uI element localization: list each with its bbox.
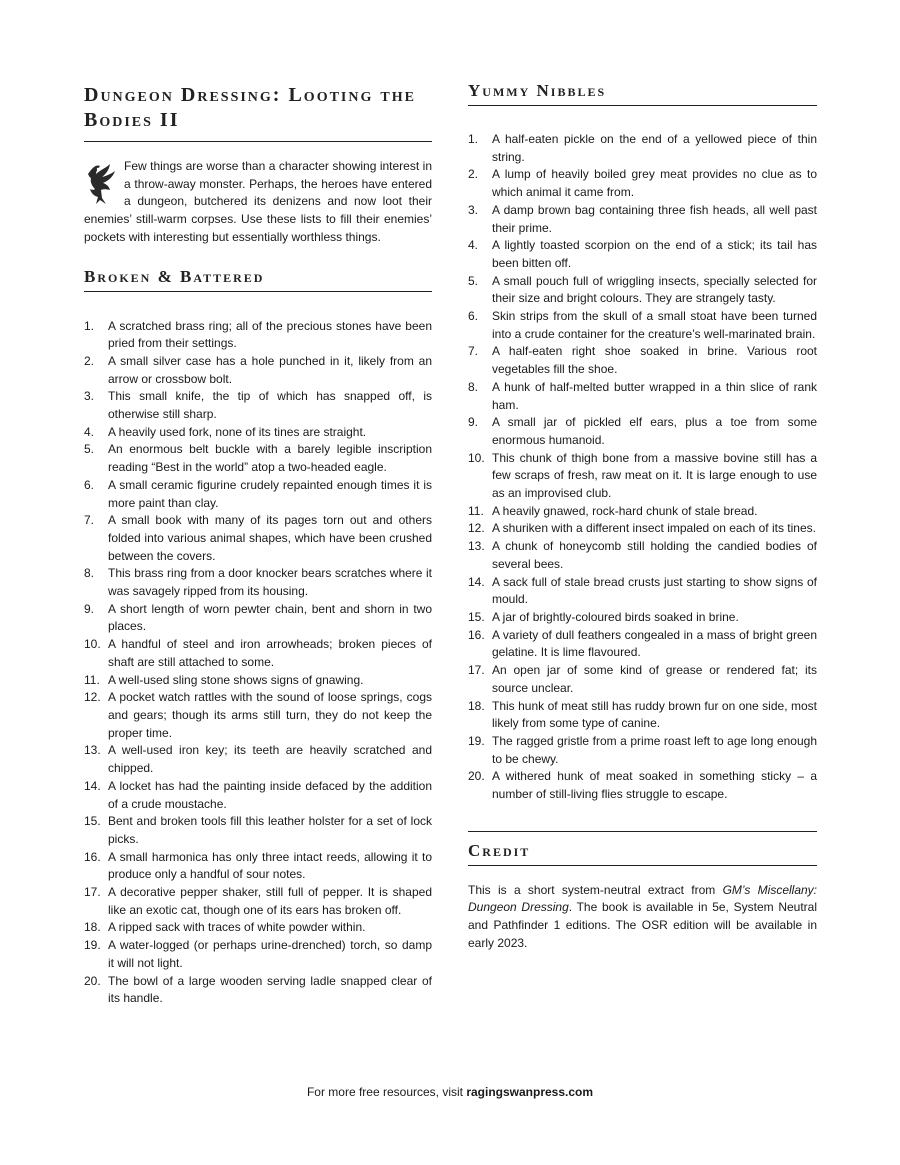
- list-item: [468, 698, 817, 733]
- list-item: [84, 512, 432, 565]
- item-number: 4.: [84, 424, 95, 439]
- list-item: [84, 884, 432, 919]
- item-text: A small silver case has a hole punched in it, likely from an arrow or crossbow bolt.: [108, 353, 432, 386]
- item-number: 18.: [84, 920, 101, 935]
- footer-text: For more free resources, visit: [306, 1085, 467, 1099]
- item-text: This brass ring from a door knocker bears scratches where it was savagely ripped from its housing.: [108, 566, 432, 599]
- section-divider: [84, 291, 432, 292]
- list-item: [84, 601, 432, 636]
- credit-text-after: . The book is available in 5e, System Neutral and Pathfinder 1 editions. The OSR edition will be available in early 2023.: [468, 900, 818, 950]
- right-column: [468, 80, 817, 953]
- list-item: [468, 273, 817, 308]
- item-text: A well-used sling stone shows signs of gnawing.: [108, 672, 364, 687]
- footer-link[interactable]: ragingswanpress.com: [466, 1085, 594, 1099]
- list-item: [84, 689, 432, 742]
- item-number: 14.: [468, 574, 485, 589]
- list-item: [468, 733, 817, 768]
- list-item: [468, 131, 817, 166]
- list-item: [84, 937, 432, 972]
- item-number: 7.: [468, 344, 479, 359]
- item-text: A locket has had the painting inside defaced by the addition of a crude moustache.: [108, 778, 432, 811]
- item-number: 20.: [84, 973, 101, 988]
- list-item: [468, 609, 817, 627]
- credit-top-divider: [468, 831, 817, 832]
- item-text: A half-eaten right shoe soaked in brine. Various root vegetables fill the shoe.: [492, 344, 817, 377]
- credit-book-title: GM’s Miscellany: Dungeon Dressing: [468, 882, 817, 915]
- item-text: A hunk of half-melted butter wrapped in a thin slice of rank ham.: [492, 379, 817, 412]
- item-text: The ragged gristle from a prime roast left to age long enough to be chewy.: [492, 733, 817, 766]
- item-number: 5.: [468, 273, 479, 288]
- list-item: [84, 477, 432, 512]
- list-item: [84, 388, 432, 423]
- item-number: 1.: [84, 318, 95, 333]
- list-item: [468, 503, 817, 521]
- item-text: This small knife, the tip of which has snapped off, is otherwise still sharp.: [108, 389, 432, 422]
- credit-text-before: This is a short system-neutral extract from: [468, 882, 723, 897]
- item-text: A half-eaten pickle on the end of a yellowed piece of thin string.: [492, 132, 817, 164]
- item-number: 16.: [84, 849, 101, 864]
- broken-battered-list: [84, 318, 432, 1008]
- intro-text: Few things are worse than a character showing interest in a throw-away monster. Perhaps, the heroes have entered a dungeon, butchered its denizens and now loot their enemies’ still-warm corpses. Use these lists to fill their enemies’ pockets with interesting but essentially worthless things.: [84, 159, 432, 244]
- item-number: 10.: [468, 450, 485, 465]
- item-text: A short length of worn pewter chain, bent and shorn in two places.: [108, 601, 432, 634]
- section-title-yummy-nibbles: Yummy Nibbles: [468, 81, 607, 100]
- bird-logo-icon: [84, 160, 118, 208]
- item-number: 12.: [468, 521, 485, 536]
- section-divider: [468, 865, 817, 866]
- item-number: 6.: [468, 309, 479, 324]
- item-text: This hunk of meat still has ruddy brown fur on one side, most likely from some type of canine.: [492, 698, 817, 731]
- list-item: [468, 768, 817, 803]
- list-item: [84, 742, 432, 777]
- section-divider: [468, 105, 817, 106]
- list-item: [84, 813, 432, 848]
- item-text: An open jar of some kind of grease or rendered fat; its source unclear.: [492, 663, 817, 695]
- item-number: 6.: [84, 477, 95, 492]
- list-item: [468, 202, 817, 237]
- item-number: 9.: [84, 601, 95, 616]
- item-text: A pocket watch rattles with the sound of loose springs, cogs and gears; though its arms still turn, they do not keep the proper time.: [108, 690, 432, 740]
- title-divider: [84, 141, 432, 142]
- item-text: A scratched brass ring; all of the precious stones have been pried from their settings.: [108, 318, 432, 351]
- item-number: 4.: [468, 238, 479, 253]
- list-item: [468, 627, 817, 662]
- item-text: A well-used iron key; its teeth are heavily scratched and chipped.: [108, 743, 432, 776]
- list-item: [84, 672, 432, 690]
- list-item: [468, 237, 817, 272]
- list-item: [468, 414, 817, 449]
- item-text: A handful of steel and iron arrowheads; broken pieces of shaft are still attached to some.: [108, 637, 432, 669]
- item-text: This chunk of thigh bone from a massive bovine still has a few scraps of fresh, raw meat on it. It is large enough to use as an improvised club.: [492, 450, 817, 501]
- item-text: A water-logged (or perhaps urine-drenched) torch, so damp it will not light.: [108, 938, 432, 970]
- item-number: 2.: [468, 167, 479, 182]
- left-column: [84, 83, 432, 1008]
- item-number: 8.: [468, 379, 479, 394]
- item-number: 20.: [468, 769, 485, 784]
- item-text: A chunk of honeycomb still holding the candied bodies of several bees.: [492, 539, 817, 571]
- list-item: [468, 166, 817, 201]
- section-title-credit: Credit: [468, 840, 531, 860]
- item-number: 17.: [468, 663, 485, 678]
- item-number: 13.: [84, 743, 101, 758]
- item-text: A heavily gnawed, rock-hard chunk of stale bread.: [492, 503, 758, 518]
- item-text: A variety of dull feathers congealed in a mass of bright green gelatine. It is lime flavoured.: [492, 627, 817, 660]
- item-text: A small pouch full of wriggling insects, specially selected for their size and bright colours. They are strangely tasty.: [492, 273, 817, 306]
- list-item: [468, 379, 817, 414]
- item-number: 8.: [84, 566, 95, 581]
- section-title-broken-battered: Broken & Battered: [84, 266, 265, 286]
- item-text: A shuriken with a different insect impaled on each of its tines.: [492, 521, 816, 536]
- list-item: [84, 778, 432, 813]
- item-text: An enormous belt buckle with a barely legible inscription reading “Best in the world” atop a two-headed eagle.: [108, 442, 432, 475]
- item-text: Bent and broken tools fill this leather holster for a set of lock picks.: [108, 814, 432, 846]
- item-number: 1.: [468, 132, 479, 146]
- list-item: [84, 424, 432, 442]
- item-number: 11.: [84, 672, 100, 687]
- item-text: A small ceramic figurine crudely repainted enough times it is more paint than clay.: [108, 477, 432, 510]
- yummy-nibbles-list: [468, 131, 817, 804]
- item-text: A lump of heavily boiled grey meat provides no clue as to which animal it came from.: [492, 167, 817, 200]
- list-item: [84, 353, 432, 388]
- item-number: 15.: [468, 609, 485, 624]
- item-number: 12.: [84, 690, 101, 705]
- item-text: The bowl of a large wooden serving ladle snapped clear of its handle.: [108, 973, 432, 1006]
- item-number: 9.: [468, 415, 479, 430]
- list-item: [468, 538, 817, 573]
- item-text: Skin strips from the skull of a small stoat have been turned into a crude container for the creature’s well-marinated brain.: [492, 309, 817, 341]
- item-number: 17.: [84, 885, 101, 900]
- item-text: A jar of brightly-coloured birds soaked in brine.: [492, 609, 739, 624]
- item-number: 14.: [84, 778, 101, 793]
- list-item: [84, 565, 432, 600]
- item-number: 19.: [84, 938, 101, 953]
- credit-paragraph: [468, 882, 817, 953]
- item-text: A decorative pepper shaker, still full of pepper. It is shaped like an exotic cat, though one of its ears has broken off.: [108, 885, 432, 917]
- item-number: 10.: [84, 637, 101, 652]
- item-number: 5.: [84, 442, 95, 457]
- item-number: 3.: [84, 389, 95, 404]
- item-number: 2.: [84, 353, 95, 368]
- list-item: [468, 662, 817, 697]
- list-item: [468, 343, 817, 378]
- list-item: [84, 318, 432, 353]
- list-item: [84, 919, 432, 937]
- item-text: A sack full of stale bread crusts just starting to show signs of mould.: [492, 574, 817, 607]
- footer: [0, 1085, 900, 1099]
- item-text: A small book with many of its pages torn out and others folded into various animal shapes, which have been crushed between the covers.: [108, 513, 432, 563]
- item-text: A withered hunk of meat soaked in something sticky – a number of still-living flies struggle to escape.: [492, 769, 817, 802]
- list-item: [468, 308, 817, 343]
- list-item: [84, 636, 432, 671]
- item-number: 16.: [468, 627, 485, 642]
- list-item: [468, 574, 817, 609]
- item-text: A small jar of pickled elf ears, plus a toe from some enormous humanoid.: [492, 415, 817, 447]
- intro-paragraph: [84, 158, 432, 247]
- item-number: 18.: [468, 698, 485, 713]
- item-text: A small harmonica has only three intact reeds, allowing it to produce only a handful of sour notes.: [108, 849, 432, 882]
- page-title: Dungeon Dressing: Looting the Bodies II: [84, 84, 416, 131]
- item-text: A damp brown bag containing three fish heads, all well past their prime.: [492, 202, 817, 235]
- item-text: A ripped sack with traces of white powder within.: [108, 920, 366, 935]
- item-number: 3.: [468, 202, 479, 217]
- list-item: [84, 441, 432, 476]
- list-item: [84, 973, 432, 1008]
- item-number: 13.: [468, 539, 485, 554]
- list-item: [468, 520, 817, 538]
- item-text: A heavily used fork, none of its tines are straight.: [108, 424, 367, 439]
- item-number: 15.: [84, 814, 101, 829]
- list-item: [468, 450, 817, 503]
- item-text: A lightly toasted scorpion on the end of a stick; its tail has been bitten off.: [492, 238, 817, 270]
- list-item: [84, 849, 432, 884]
- item-number: 7.: [84, 513, 95, 528]
- item-number: 19.: [468, 733, 485, 748]
- item-number: 11.: [468, 503, 484, 518]
